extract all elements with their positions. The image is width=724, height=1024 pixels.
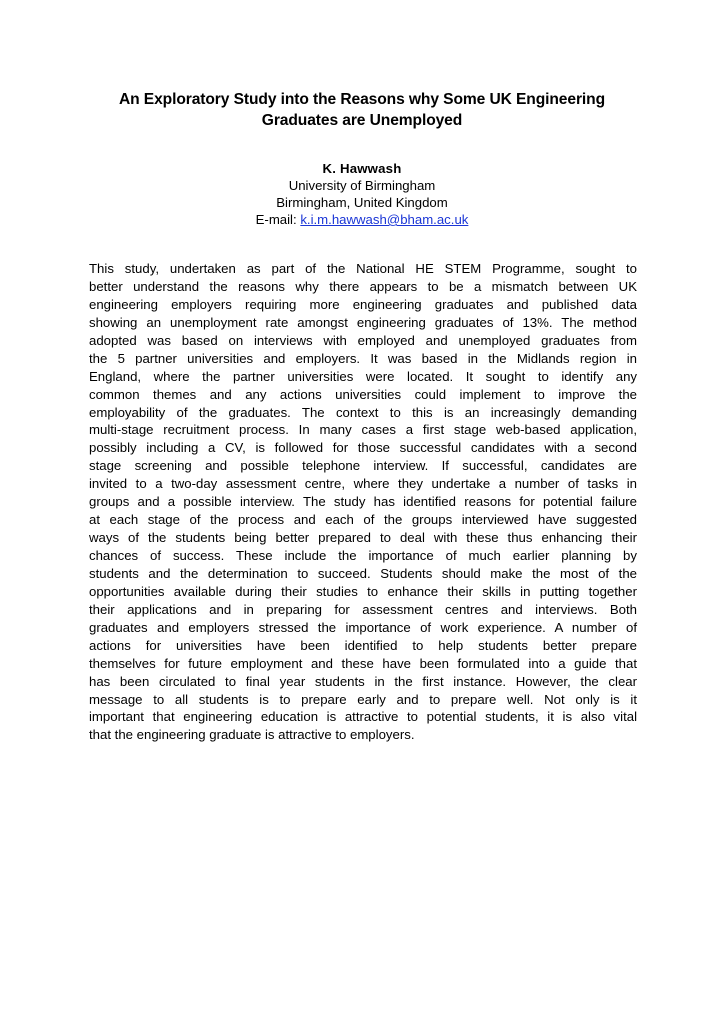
paper-title [60, 89, 664, 131]
abstract-line: multi-stage recruitment process. In many cases a first stage web-based application, [89, 422, 637, 438]
email-label: E-mail: [255, 212, 301, 227]
paper-title-line: Graduates are Unemployed [261, 112, 463, 129]
abstract-line: opportunities available during their studies to enhance their skills in putting together [89, 583, 637, 599]
abstract-line: their applications and in preparing for assessment centres and interviews. Both [89, 601, 637, 617]
abstract-line: This study, undertaken as part of the National HE STEM Programme, sought to [89, 261, 637, 276]
abstract-line: showing an unemployment rate amongst engineering graduates of 13%. The method [89, 314, 637, 330]
abstract [89, 260, 637, 744]
abstract-line: ways of the students being better prepared to deal with these thus enhancing their [89, 530, 637, 546]
abstract-line: chances of success. These include the importance of much earlier planning by [89, 548, 637, 563]
author-affiliation: University of Birmingham [288, 178, 436, 193]
abstract-line: the 5 partner universities and employers. It was based in the Midlands region in [89, 350, 637, 366]
abstract-line: has been circulated to final year students in the first instance. However, the clear [89, 673, 637, 689]
abstract-line: engineering employers requiring more engineering graduates and published data [89, 296, 637, 312]
paper-title-line: An Exploratory Study into the Reasons why Some UK Engineering [118, 91, 606, 108]
abstract-line: important that engineering education is attractive to potential students, it is also vital [89, 709, 637, 725]
abstract-line: possibly including a CV, is followed for those successful candidates with a second [89, 440, 637, 456]
abstract-line: employability of the graduates. The context to this is an increasingly demanding [89, 404, 637, 420]
abstract-line: students and the determination to succeed. Students should make the most of the [89, 565, 637, 581]
abstract-line: at each stage of the process and each of the groups interviewed have suggested [89, 512, 637, 528]
abstract-line: common themes and any actions universities could implement to improve the [89, 386, 637, 402]
abstract-line: that the engineering graduate is attractive to employers. [89, 727, 415, 743]
abstract-line: invited to a two-day assessment centre, where they undertake a number of tasks in [89, 476, 637, 492]
abstract-line: graduates and employers stressed the importance of work experience. A number of [89, 619, 637, 635]
email-link[interactable]: k.i.m.hawwash@bham.ac.uk [300, 212, 469, 227]
abstract-line: themselves for future employment and these have been formulated into a guide that [89, 655, 637, 671]
author-email-row [60, 211, 664, 228]
abstract-line: actions for universities have been identified to help students better prepare [89, 637, 637, 653]
abstract-line: groups and a possible interview. The study has identified reasons for potential failure [89, 494, 637, 510]
abstract-line: stage screening and possible telephone interview. If successful, candidates are [89, 458, 637, 474]
abstract-line: better understand the reasons why there appears to be a mismatch between UK [89, 278, 637, 294]
abstract-line: England, where the partner universities were located. It sought to identify any [89, 368, 637, 384]
author-location: Birmingham, United Kingdom [276, 195, 448, 210]
author-block [60, 160, 664, 228]
abstract-line: message to all students is to prepare early and to prepare well. Not only is it [89, 691, 637, 707]
abstract-line: adopted was based on interviews with employed and unemployed graduates from [89, 332, 637, 348]
author-name: K. Hawwash [322, 161, 402, 176]
